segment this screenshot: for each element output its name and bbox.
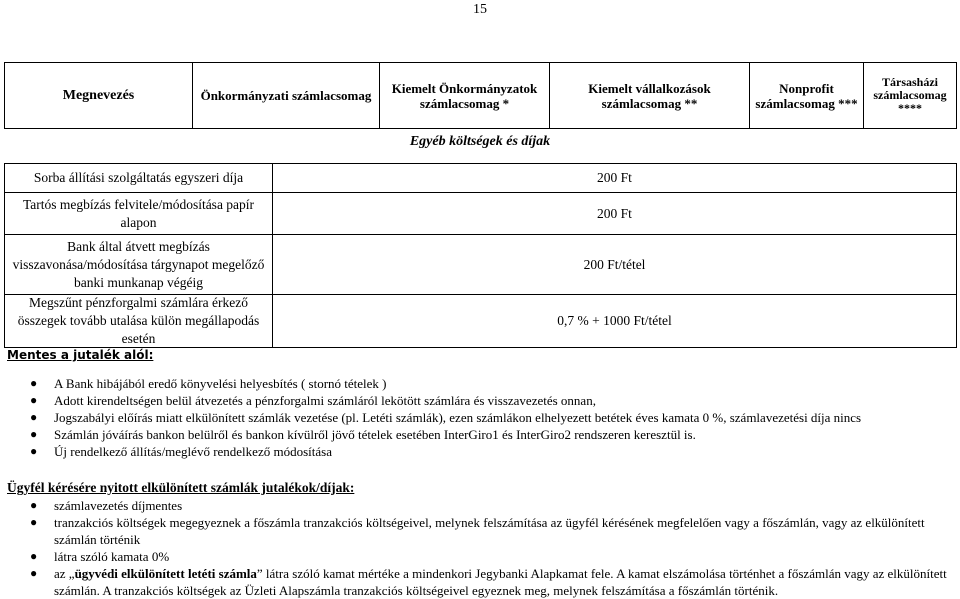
fee-row [4,192,957,234]
fee-row [4,234,957,294]
header-col-key-enterprise: Kiemelt vállalkozások számlacsomag ** [549,63,749,128]
bullet-icon: ● [30,515,38,529]
fee-value: 0,7 % + 1000 Ft/tétel [272,295,956,347]
fee-label: Megszűnt pénzforgalmi számlára érkező összegek tovább utalása külön megállapodás esetén [17,295,260,346]
header-col-condominium: Társasházi számlacsomag **** [863,63,956,128]
list-item: ● Új rendelkező állítás/meglévő rendelkező módosítása [30,444,332,459]
fee-value: 200 Ft [272,193,956,234]
list-item: ● Számlán jóváírás bankon belülről és bankon kívülről jövő tételek esetében InterGiro1 és InterGiro2 rendszeren keresztül is. [30,427,696,442]
bullet-icon: ● [30,549,38,563]
header-col-nonprofit: Nonprofit számlacsomag *** [749,63,863,128]
fee-label: Tartós megbízás felvitele/módosítása papír alapon [22,196,255,230]
header-col-key-municipal: Kiemelt Önkormányzatok számlacsomag * [379,63,549,128]
fee-label: Sorba állítási szolgáltatás egyszeri díja [33,170,244,185]
segregated-list [30,497,955,599]
package-header-table [4,62,957,129]
list-item: ● Adott kirendeltségen belül átvezetés a pénzforgalmi számláról lekötött számlára és visszavezetés onnan, [30,393,596,408]
bullet-icon: ● [30,410,38,424]
bullet-icon: ● [30,566,38,580]
bullet-icon: ● [30,444,38,458]
fee-value: 200 Ft/tétel [272,235,956,294]
fee-row [4,163,957,192]
bullet-icon: ● [30,376,38,390]
header-col-municipal: Önkormányzati számlacsomag [192,63,379,128]
fee-label: Bank által átvett megbízás visszavonása/módosítása tárgynapot megelőző banki munkanap végéig [12,238,265,290]
segregated-accounts-title: Ügyfél kérésére nyitott elkülönített számlák jutalékok/díjak: [7,480,355,495]
fee-value: 200 Ft [272,164,956,192]
list-item: ● látra szóló kamata 0% [30,549,170,564]
bullet-icon: ● [30,498,38,512]
section-title: Egyéb költségek és díjak [409,134,551,149]
list-item: ● A Bank hibájából eredő könyvelési helyesbítés ( stornó tételek ) [30,376,387,391]
header-col-name: Megnevezés [62,88,135,103]
bullet-icon: ● [30,393,38,407]
list-item: ● Jogszabályi előírás miatt elkülönített számlák vezetése (pl. Letéti számlák), ezen számlákon elhelyezett betétek éves kamata 0 %, számlavezetési díja nincs [30,410,862,425]
fee-row [4,294,957,348]
list-item: ● az „ügyvédi elkülönített letéti számla” látra szóló kamat mértéke a mindenkori Jegybanki Alapkamat fele. A kamat elszámolása történhet a főszámlán vagy az elkülönített számlán. A tranzakciós költségek az Üzleti Alapszámla tranzakciós költségeivel egyeznek meg, melynek felszámítása a főszámlán történik. [30,566,947,598]
fee-table [4,160,957,370]
bullet-icon: ● [30,427,38,441]
list-item: ● tranzakciós költségek megegyeznek a főszámla tranzakciós költségeivel, melynek felszámítása az ügyfél kérésének megfelelően vagy a főszámlán, vagy az elkülönített számlán történik [30,515,925,547]
escrow-account-term: ügyvédi elkülönített letéti számla [74,566,257,581]
exempt-list [30,375,955,460]
page-number: 15 [473,2,487,17]
list-item: ● számlavezetés díjmentes [30,498,183,513]
exempt-title: Mentes a jutalék alól: [7,348,154,362]
